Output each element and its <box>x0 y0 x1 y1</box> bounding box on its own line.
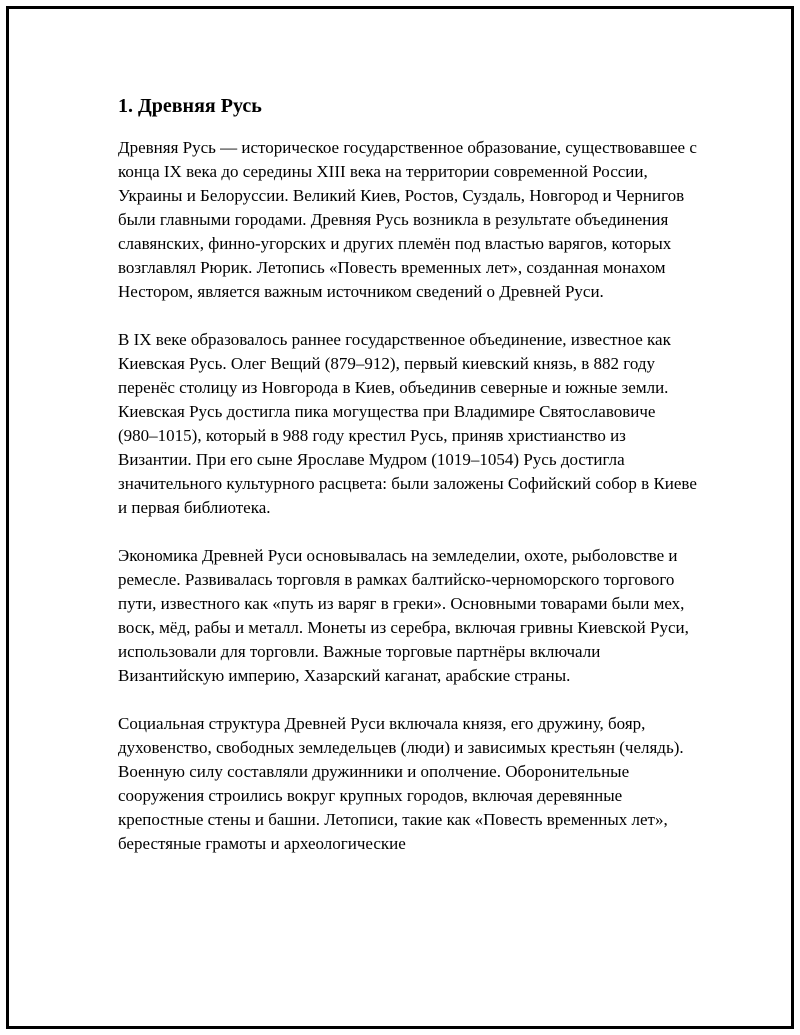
paragraph-4: Социальная структура Древней Руси включала князя, его дружину, бояр, духовенство, свободных земледельцев (люди) и зависимых крестьян (челядь). Военную силу составляли дружинники и ополчение. Оборонительные сооружения строились вокруг крупных городов, включая деревянные крепостные стены и башни. Летописи, такие как «Повесть временных лет», берестяные грамоты и археологические <box>118 714 684 853</box>
paragraph-2: В IX веке образовалось раннее государственное объединение, известное как Киевская Русь. Олег Вещий (879–912), первый киевский князь, в 882 году перенёс столицу из Новгорода в Киев, объединив северные и южные земли. Киевская Русь достигла пика могущества при Владимире Святославовиче (980–1015), который в 988 году крестил Русь, приняв христианство из Византии. При его сыне Ярославе Мудром (1019–1054) Русь достигла значительного культурного расцвета: были заложены Софийский собор в Киеве и первая библиотека. <box>118 330 697 517</box>
section-heading: 1. Древняя Русь <box>118 95 262 117</box>
document-body <box>118 92 698 880</box>
paragraph-1: Древняя Русь — историческое государственное образование, существовавшее с конца IX века до середины XIII века на территории современной России, Украины и Белоруссии. Великий Киев, Ростов, Суздаль, Новгород и Чернигов были главными городами. Древняя Русь возникла в результате объединения славянских, финно-угорских и других племён под властью варягов, которых возглавлял Рюрик. Летопись «Повесть временных лет», созданная монахом Нестором, является важным источником сведений о Древней Руси. <box>118 138 697 301</box>
paragraph-3: Экономика Древней Руси основывалась на земледелии, охоте, рыболовстве и ремесле. Развивалась торговля в рамках балтийско-черноморского торгового пути, известного как «путь из варяг в греки». Основными товарами были мех, воск, мёд, рабы и металл. Монеты из серебра, включая гривны Киевской Руси, использовали для торговли. Важные торговые партнёры включали Византийскую империю, Хазарский каганат, арабские страны. <box>118 546 689 685</box>
